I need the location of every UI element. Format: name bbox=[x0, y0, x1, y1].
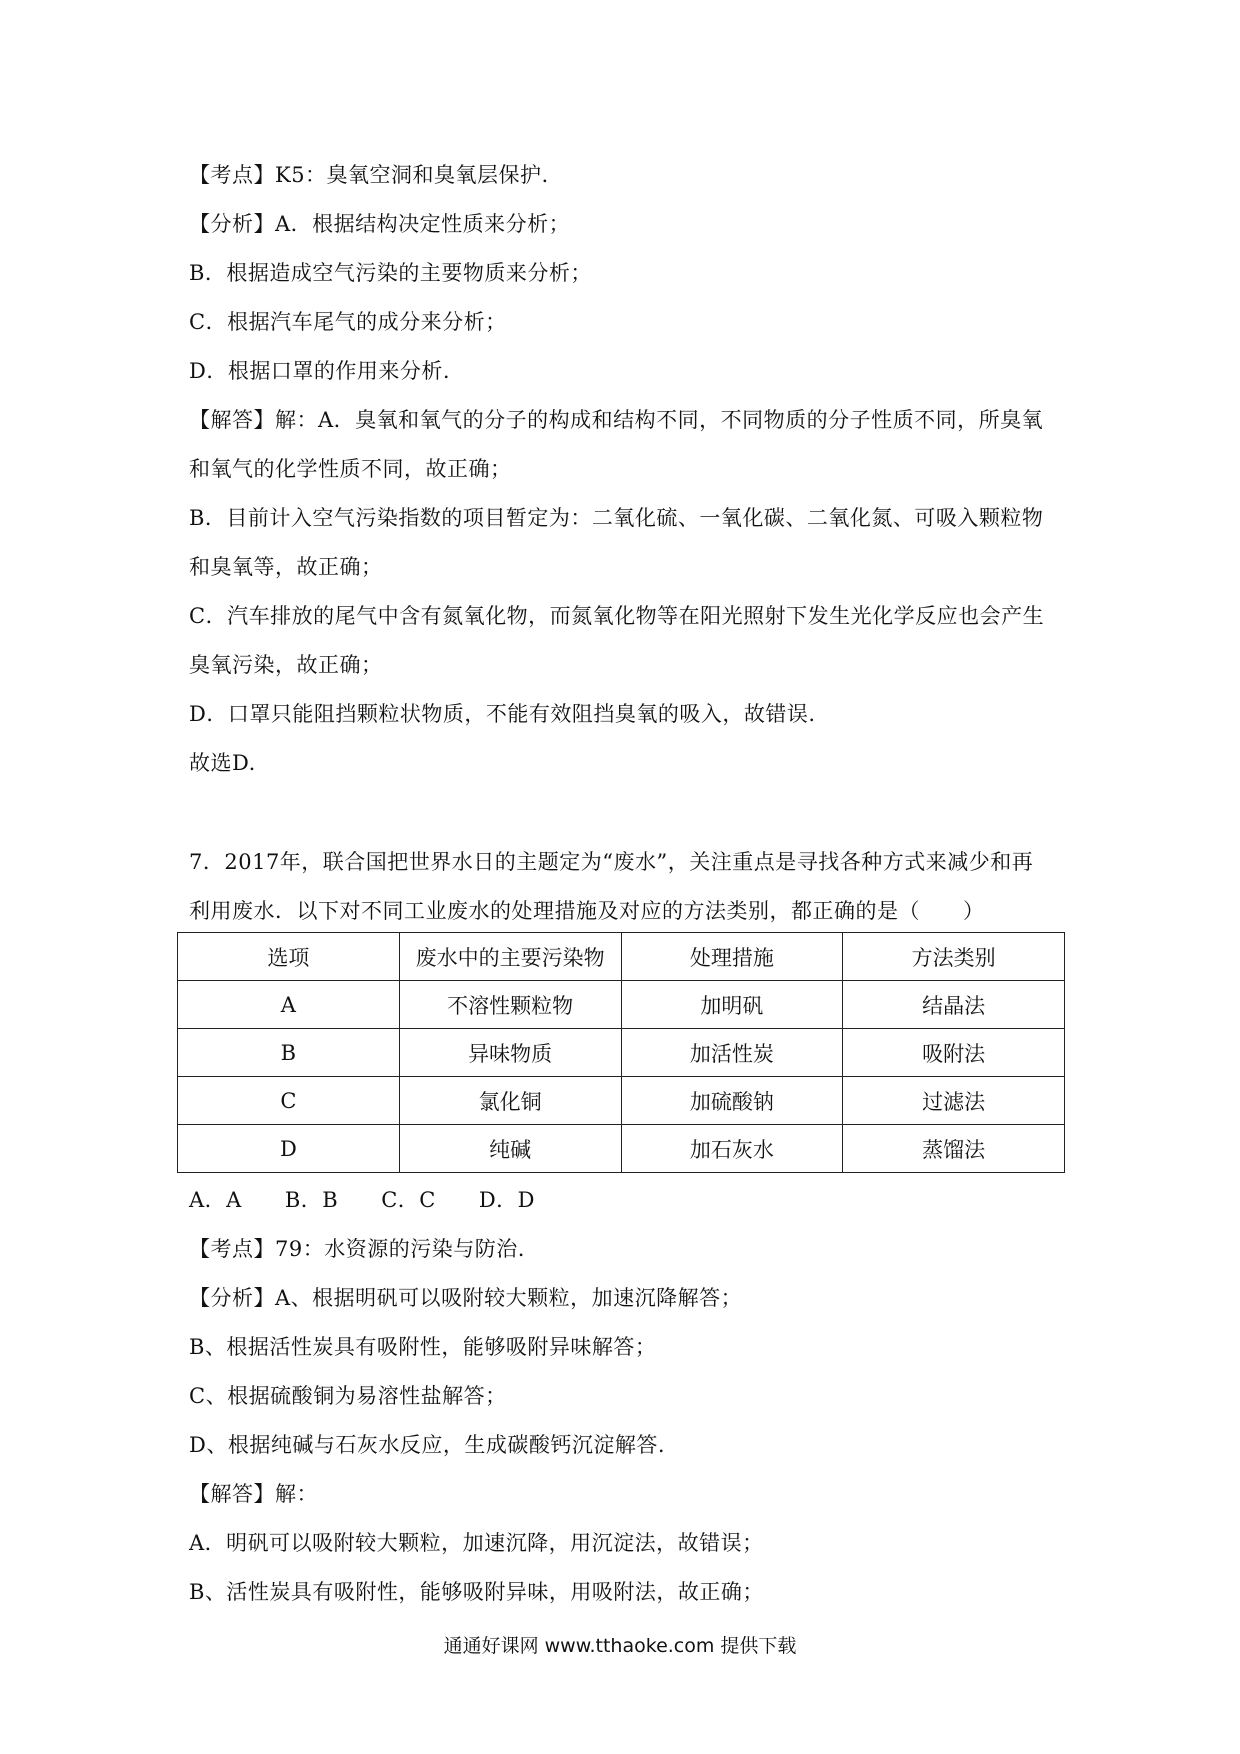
page-footer: 通通好课网 www.tthaoke.com 提供下载 bbox=[443, 1635, 797, 1657]
table-row bbox=[178, 981, 1065, 1029]
table-cell: B bbox=[178, 1029, 400, 1077]
text-line: D、根据纯碱与石灰水反应，生成碳酸钙沉淀解答. bbox=[189, 1433, 666, 1457]
text-line: B．根据造成空气污染的主要物质来分析； bbox=[189, 261, 592, 285]
table-cell: 加活性炭 bbox=[621, 1029, 843, 1077]
text-line: C、根据硫酸铜为易溶性盐解答； bbox=[189, 1384, 507, 1408]
text-line: 【分析】A、根据明矾可以吸附较大颗粒，加速沉降解答； bbox=[189, 1286, 743, 1310]
question-table bbox=[177, 932, 1065, 1173]
table-cell: 加石灰水 bbox=[621, 1125, 843, 1173]
table-cell: 过滤法 bbox=[843, 1077, 1065, 1125]
table-cell: 结晶法 bbox=[843, 981, 1065, 1029]
table-header-row bbox=[178, 933, 1065, 981]
table-row bbox=[178, 1029, 1065, 1077]
table-header-cell: 选项 bbox=[178, 933, 400, 981]
table-header-cell: 方法类别 bbox=[843, 933, 1065, 981]
text-line: 和臭氧等，故正确； bbox=[189, 555, 383, 579]
text-line: B、根据活性炭具有吸附性，能够吸附异味解答； bbox=[189, 1335, 657, 1359]
table-cell: 不溶性颗粒物 bbox=[399, 981, 621, 1029]
text-line: B．目前计入空气污染指数的项目暂定为：二氧化硫、一氧化碳、二氧化氮、可吸入颗粒物 bbox=[189, 506, 1044, 530]
text-line: 和氧气的化学性质不同，故正确； bbox=[189, 457, 512, 481]
table-cell: 蒸馏法 bbox=[843, 1125, 1065, 1173]
table-cell: 吸附法 bbox=[843, 1029, 1065, 1077]
table-cell: 氯化铜 bbox=[399, 1077, 621, 1125]
table-header-cell: 处理措施 bbox=[621, 933, 843, 981]
text-line: 臭氧污染，故正确； bbox=[189, 653, 383, 677]
table-row bbox=[178, 1077, 1065, 1125]
table-cell: 加硫酸钠 bbox=[621, 1077, 843, 1125]
text-line: 【解答】解：A．臭氧和氧气的分子的构成和结构不同，不同物质的分子性质不同，所臭氧 bbox=[189, 408, 1044, 432]
text-line: B、活性炭具有吸附性，能够吸附异味，用吸附法，故正确； bbox=[189, 1580, 764, 1604]
answer-choices: A．A B．B C．C D．D bbox=[189, 1188, 536, 1212]
table-cell: 纯碱 bbox=[399, 1125, 621, 1173]
table-cell: 加明矾 bbox=[621, 981, 843, 1029]
text-line: 故选D. bbox=[189, 751, 256, 775]
text-line: 【解答】解： bbox=[189, 1482, 318, 1506]
table-cell: D bbox=[178, 1125, 400, 1173]
table-header-cell: 废水中的主要污染物 bbox=[399, 933, 621, 981]
text-line: C．根据汽车尾气的成分来分析； bbox=[189, 310, 507, 334]
table-cell: A bbox=[178, 981, 400, 1029]
text-line: 【考点】K5：臭氧空洞和臭氧层保护. bbox=[189, 163, 549, 187]
question-stem: 7．2017年，联合国把世界水日的主题定为“废水”，关注重点是寻找各种方式来减少和再 bbox=[189, 850, 1034, 874]
text-line: D．根据口罩的作用来分析. bbox=[189, 359, 451, 383]
text-line: 【分析】A．根据结构决定性质来分析； bbox=[189, 212, 571, 236]
question-stem: 利用废水．以下对不同工业废水的处理措施及对应的方法类别，都正确的是（ ） bbox=[189, 899, 985, 923]
text-line: D．口罩只能阻挡颗粒状物质，不能有效阻挡臭氧的吸入，故错误. bbox=[189, 702, 816, 726]
table-row bbox=[178, 1125, 1065, 1173]
table-cell: C bbox=[178, 1077, 400, 1125]
text-line: A．明矾可以吸附较大颗粒，加速沉降，用沉淀法，故错误； bbox=[189, 1531, 764, 1555]
text-line: C．汽车排放的尾气中含有氮氧化物，而氮氧化物等在阳光照射下发生光化学反应也会产生 bbox=[189, 604, 1045, 628]
text-line: 【考点】79：水资源的污染与防治. bbox=[189, 1237, 525, 1261]
table-cell: 异味物质 bbox=[399, 1029, 621, 1077]
